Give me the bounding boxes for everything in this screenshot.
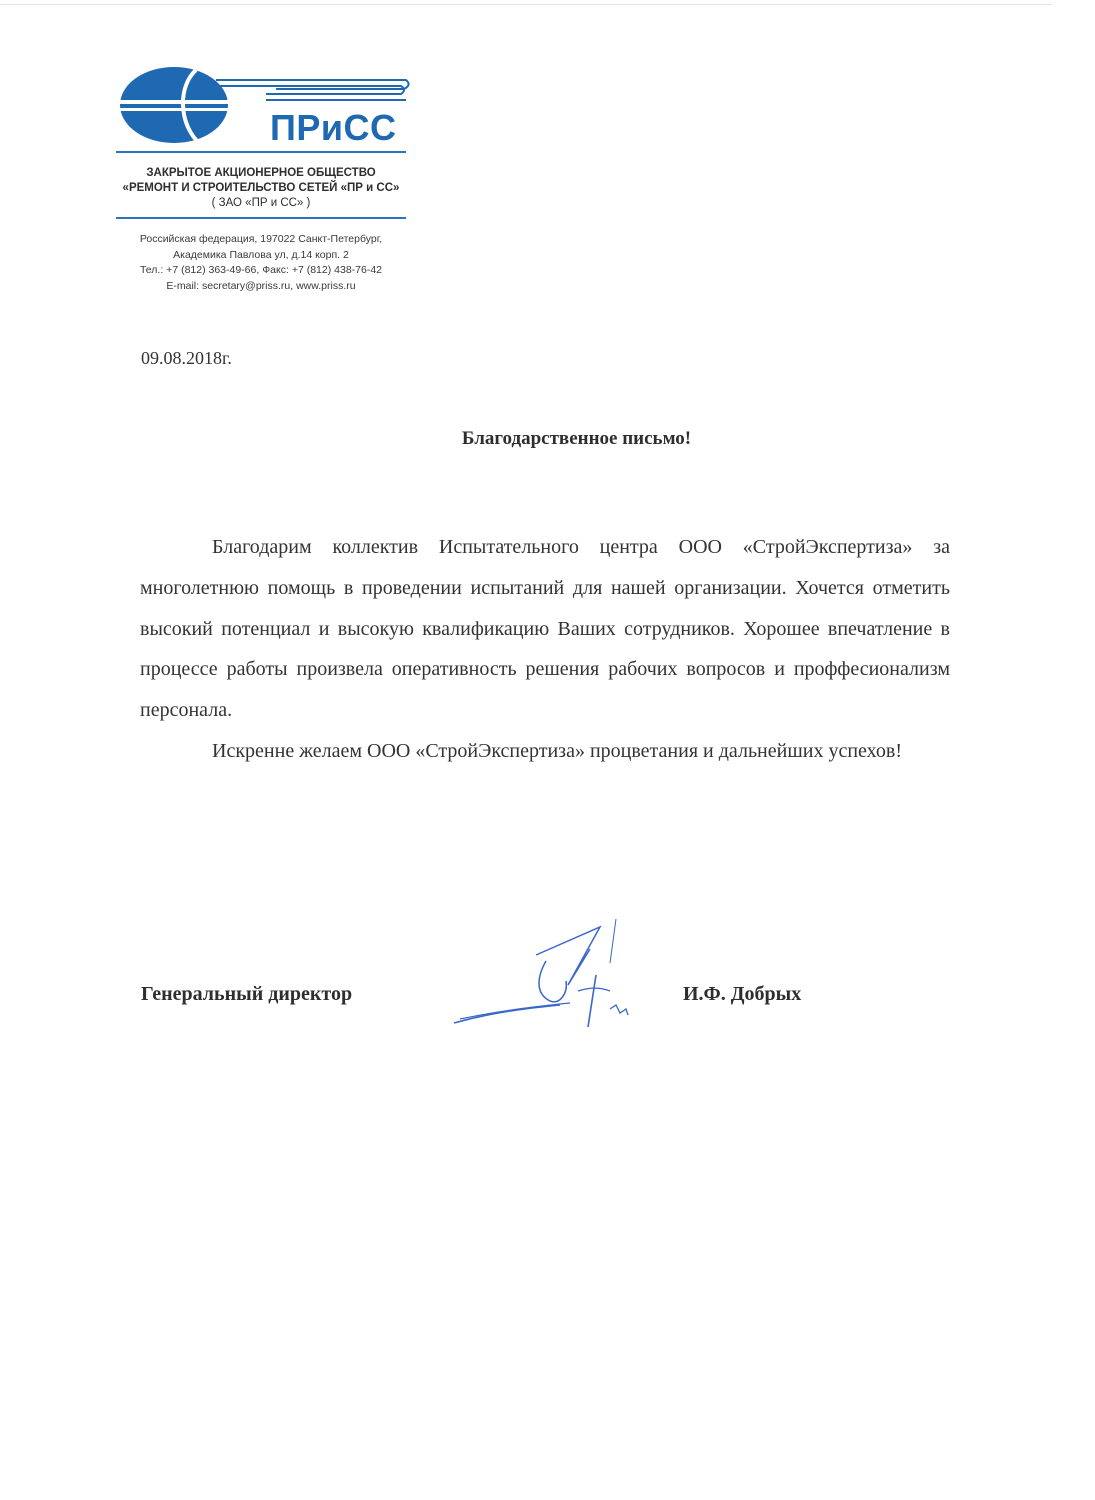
letterhead-rule-bottom: [116, 217, 406, 219]
handwritten-signature: [450, 915, 640, 1035]
address-line: Академика Павлова ул, д.14 корп. 2: [173, 248, 349, 261]
letter-title: Благодарственное письмо!: [461, 428, 692, 449]
email-web-line: E-mail: secretary@priss.ru, www.priss.ru: [166, 279, 356, 292]
contact-block: [116, 232, 406, 294]
address-line: Российская федерация, 197022 Санкт-Петербург,: [139, 233, 383, 245]
logo-wordmark: ПРиСС: [270, 107, 397, 148]
company-logo: [116, 64, 411, 154]
letterhead-rule-top: [116, 151, 406, 153]
letter-date: 09.08.2018г.: [141, 348, 232, 368]
letter-body: [140, 527, 950, 772]
org-short-name: ( ЗАО «ПР и СС» ): [211, 197, 311, 209]
phone-fax-line: Тел.: +7 (812) 363-49-66, Факс: +7 (812) 438-76-42: [139, 264, 383, 276]
org-full-name: «РЕМОНТ И СТРОИТЕЛЬСТВО СЕТЕЙ «ПР и СС»: [122, 182, 400, 194]
scan-edge-line: [0, 4, 1052, 5]
body-paragraph: Искренне желаем ООО «СтройЭкспертиза» процветания и дальнейших успехов!: [212, 739, 902, 762]
org-type: ЗАКРЫТОЕ АКЦИОНЕРНОЕ ОБЩЕСТВО: [146, 167, 376, 179]
body-paragraph: Благодарим коллектив Испытательного центра ООО «СтройЭкспертиза» за многолетнюю помощь в проведении испытаний для нашей организации. Хочется отметить высокий потенциал и высокую квалификацию Ваших сотрудников. Хорошее впечатление в процессе работы произвела оперативность решения рабочих вопросов и проффесионализм персонала.: [140, 536, 950, 722]
signatory-name: И.Ф. Добрых: [683, 983, 802, 1005]
signatory-role: Генеральный директор: [141, 983, 353, 1005]
organization-name: [116, 166, 406, 211]
